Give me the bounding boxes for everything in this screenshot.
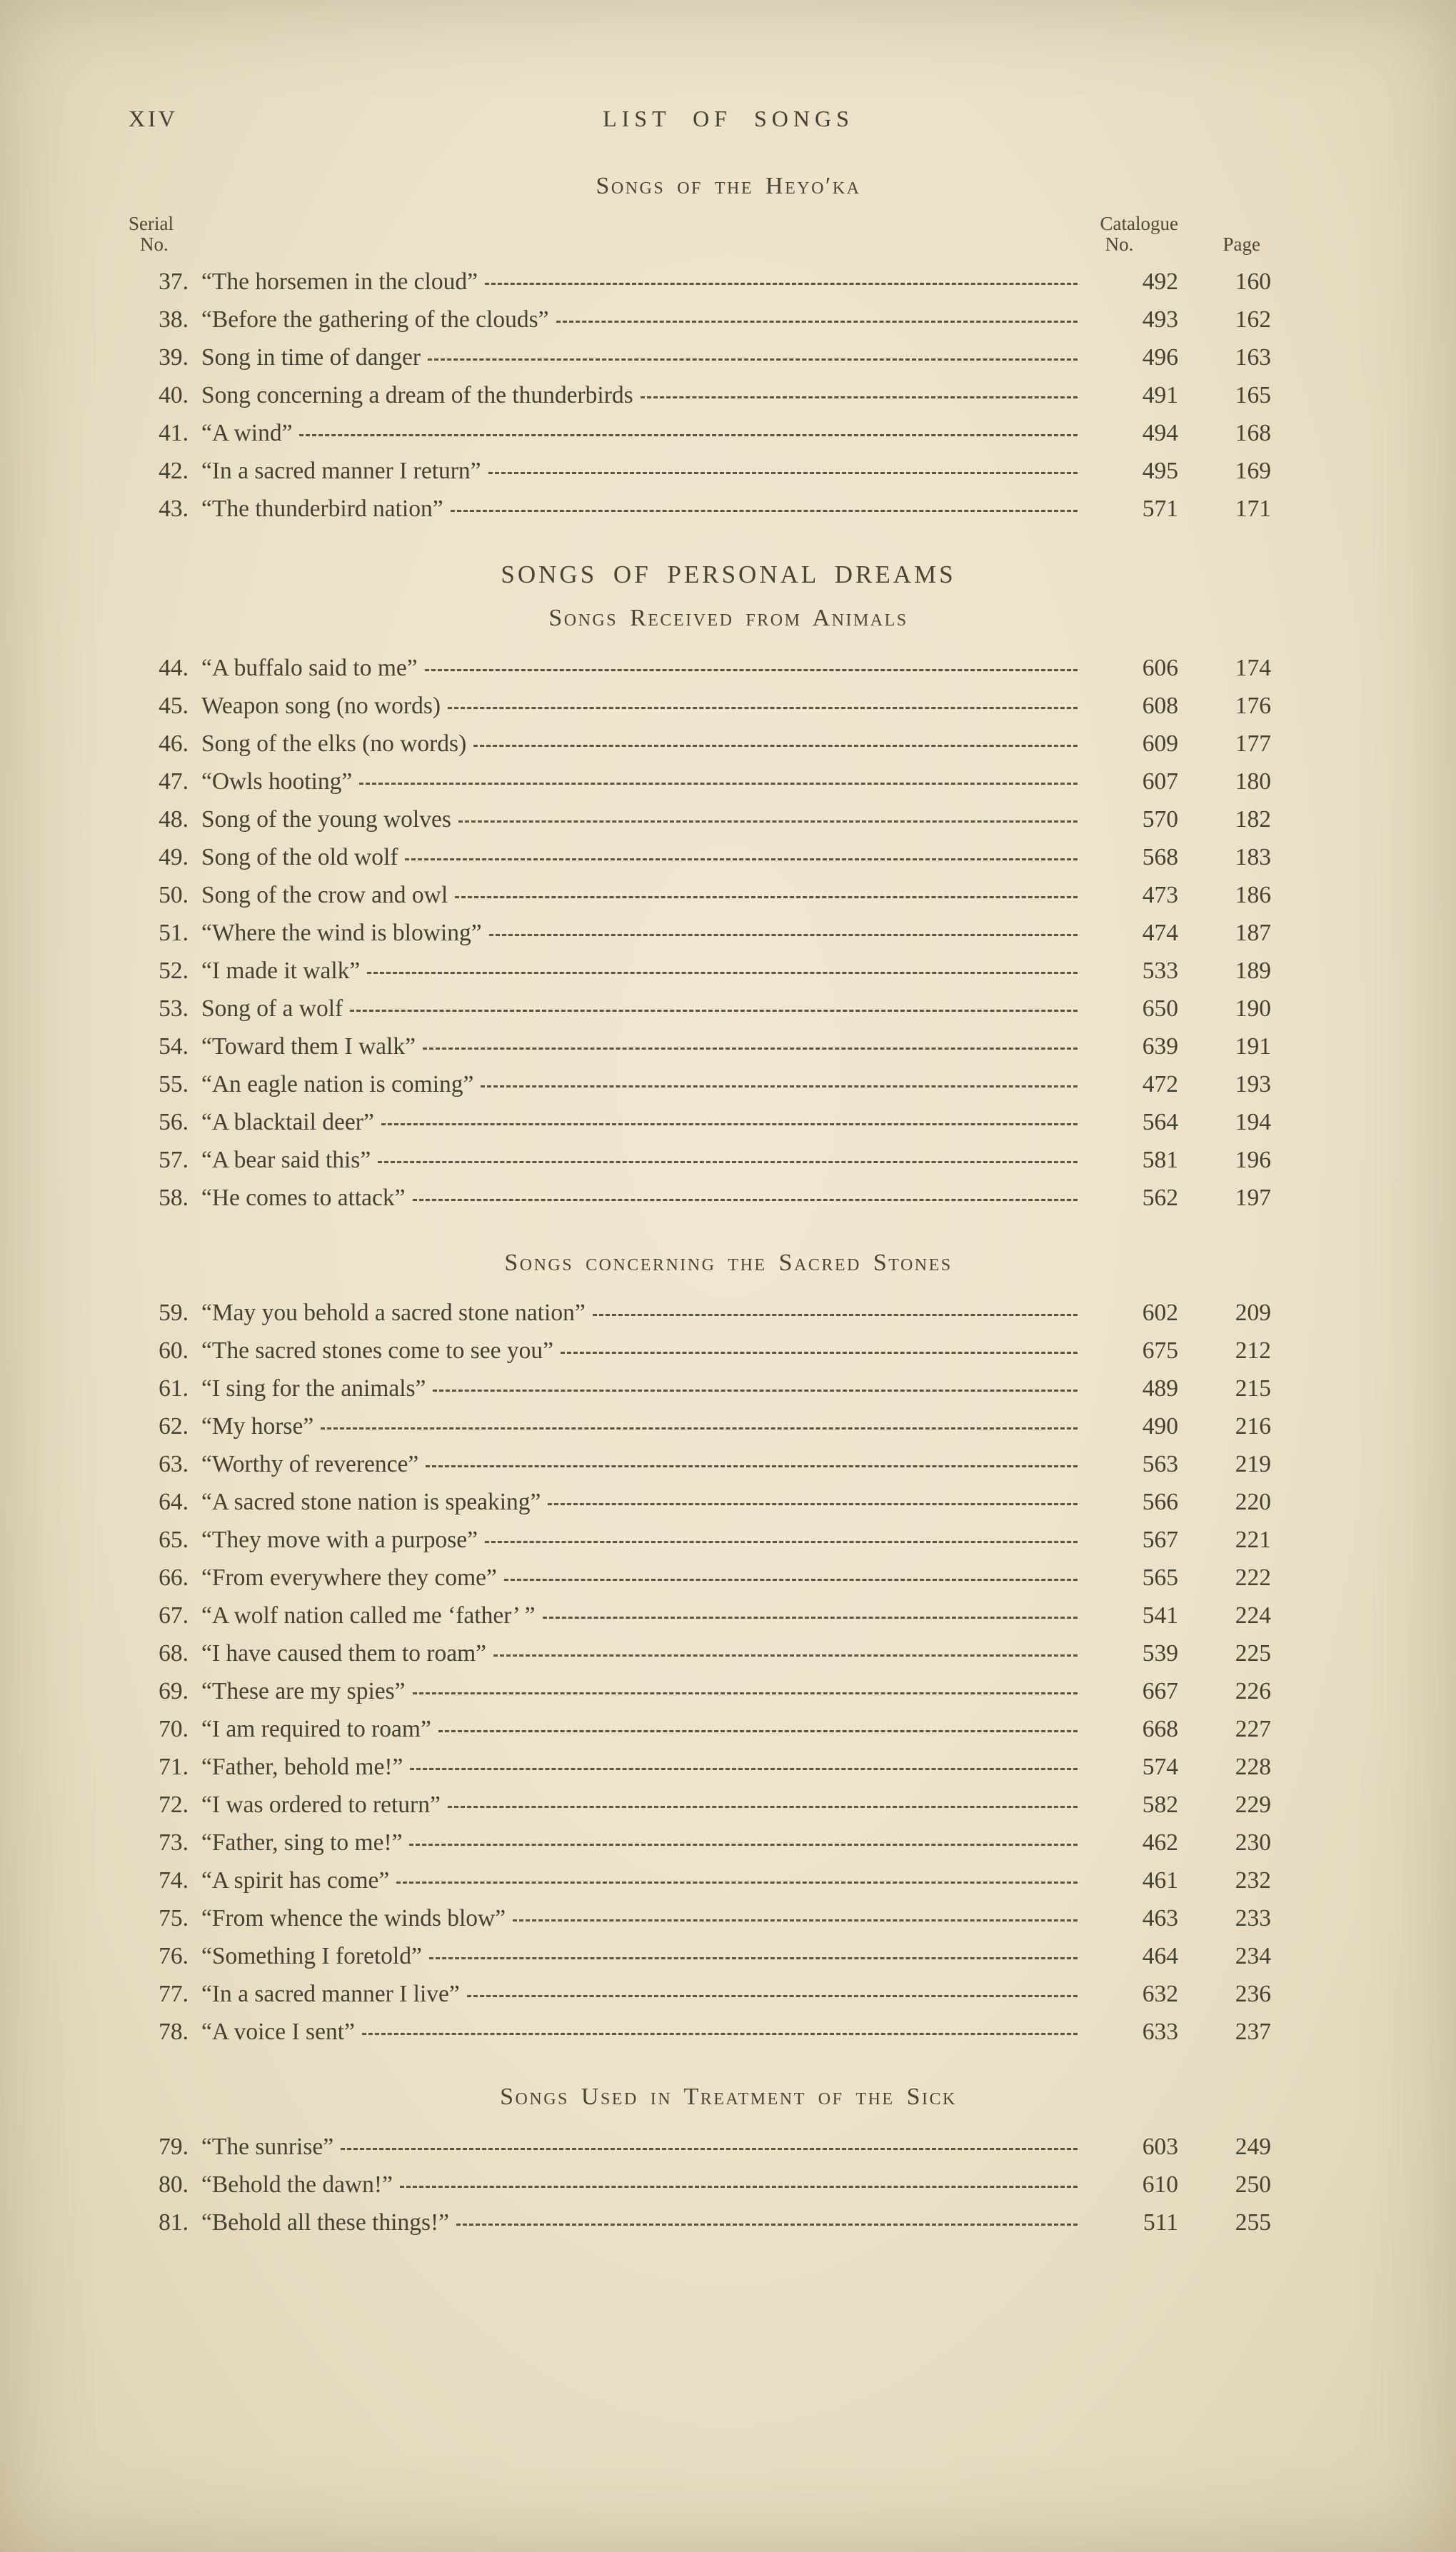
catalogue-number: 639 — [1142, 1033, 1178, 1060]
song-title: “Father, sing to me!” — [201, 1829, 403, 1856]
page-number: 234 — [1235, 1943, 1271, 1969]
serial-number: 45. — [159, 693, 189, 719]
folio-number: XIV — [129, 106, 178, 131]
song-title: “These are my spies” — [201, 1678, 406, 1704]
song-title: “I was ordered to return” — [201, 1792, 441, 1818]
catalogue-number: 602 — [1142, 1300, 1178, 1326]
song-title: “I sing for the animals” — [201, 1375, 426, 1402]
serial-number: 60. — [159, 1337, 189, 1364]
dot-leader — [425, 669, 1078, 671]
serial-number: 63. — [159, 1451, 189, 1477]
page-number: 176 — [1235, 693, 1271, 719]
serial-number: 59. — [159, 1300, 189, 1326]
page-content — [129, 106, 1328, 2241]
song-entry-row — [129, 876, 1328, 914]
serial-number: 39. — [159, 344, 189, 371]
song-section — [129, 263, 1328, 528]
serial-number: 38. — [159, 306, 189, 333]
song-entry-row — [129, 1672, 1328, 1710]
page-number: 221 — [1235, 1527, 1271, 1553]
page-number: 215 — [1235, 1375, 1271, 1402]
song-title: “I made it walk” — [201, 958, 361, 984]
catalogue-number: 567 — [1142, 1527, 1178, 1553]
dot-leader — [405, 858, 1078, 860]
dot-leader — [409, 1844, 1078, 1846]
catalogue-number: 581 — [1142, 1147, 1178, 1173]
song-title: “Something I foretold” — [201, 1943, 422, 1969]
catalogue-no-label: No. — [1105, 233, 1134, 255]
song-title: Song of the crow and owl — [201, 882, 448, 908]
dot-leader — [341, 2148, 1078, 2150]
song-section — [129, 561, 1328, 1217]
serial-number: 53. — [159, 995, 189, 1022]
catalogue-number: 494 — [1142, 420, 1178, 446]
song-entry-row — [129, 2128, 1328, 2166]
catalogue-number: 565 — [1142, 1564, 1178, 1591]
dot-leader — [423, 1048, 1078, 1050]
song-entry-row — [129, 452, 1328, 490]
serial-number: 76. — [159, 1943, 189, 1969]
song-title: “A spirit has come” — [201, 1867, 390, 1894]
dot-leader — [350, 1010, 1078, 1012]
song-title: “The sacred stones come to see you” — [201, 1337, 553, 1364]
page-number: 196 — [1235, 1147, 1271, 1173]
song-title: “A wolf nation called me ‘father’ ” — [201, 1602, 536, 1629]
dot-leader — [426, 1465, 1078, 1467]
song-title: “The horsemen in the cloud” — [201, 268, 478, 295]
song-entry-row — [129, 301, 1328, 338]
catalogue-number: 610 — [1142, 2171, 1178, 2198]
serial-number: 47. — [159, 768, 189, 795]
serial-number: 71. — [159, 1754, 189, 1780]
running-title: LIST OF SONGS — [603, 106, 854, 131]
dot-leader — [396, 1882, 1078, 1884]
song-entry-row — [129, 687, 1328, 725]
catalogue-number: 511 — [1143, 2209, 1178, 2236]
song-title: “The sunrise” — [201, 2134, 334, 2160]
catalogue-number: 495 — [1142, 458, 1178, 484]
dot-leader — [410, 1768, 1078, 1770]
song-entry-row — [129, 990, 1328, 1028]
catalogue-number: 562 — [1142, 1185, 1178, 1211]
page-number: 191 — [1235, 1033, 1271, 1060]
song-entry-row — [129, 376, 1328, 414]
section-heading: Songs Used in Treatment of the Sick — [500, 2084, 957, 2110]
song-entry-row — [129, 1103, 1328, 1141]
page-number: 180 — [1235, 768, 1271, 795]
song-section — [129, 1250, 1328, 2051]
page-number: 171 — [1235, 496, 1271, 522]
page-number: 250 — [1235, 2171, 1271, 2198]
serial-number: 66. — [159, 1564, 189, 1591]
page-label: Page — [1222, 233, 1260, 255]
song-entry-row — [129, 414, 1328, 452]
section-heading: SONGS OF PERSONAL DREAMS — [501, 561, 956, 588]
serial-number: 75. — [159, 1905, 189, 1931]
song-entry-row — [129, 1824, 1328, 1862]
catalogue-number: 607 — [1142, 768, 1178, 795]
song-title: Song concerning a dream of the thunderbirds — [201, 382, 633, 408]
song-entry-row — [129, 763, 1328, 800]
catalogue-number: 539 — [1142, 1640, 1178, 1667]
song-entry-row — [129, 2166, 1328, 2204]
song-title: Song in time of danger — [201, 344, 421, 371]
serial-number: 74. — [159, 1867, 189, 1894]
song-entry-row — [129, 2013, 1328, 2051]
catalogue-page-sublabels — [1071, 235, 1328, 256]
dot-leader — [367, 972, 1078, 974]
dot-leader — [456, 2224, 1078, 2226]
dot-leader — [448, 707, 1078, 709]
catalogue-number: 463 — [1142, 1905, 1178, 1931]
serial-number: 51. — [159, 920, 189, 946]
page-number: 177 — [1235, 730, 1271, 757]
song-entry-row — [129, 1559, 1328, 1597]
dot-leader — [641, 396, 1078, 398]
serial-number: 67. — [159, 1602, 189, 1629]
song-entry-row — [129, 1710, 1328, 1748]
dot-leader — [467, 1995, 1078, 1997]
song-entry-row — [129, 952, 1328, 990]
serial-number: 37. — [159, 268, 189, 295]
song-entry-row — [129, 1597, 1328, 1634]
catalogue-number: 490 — [1142, 1413, 1178, 1440]
dot-leader — [413, 1199, 1078, 1201]
dot-leader — [378, 1161, 1078, 1163]
page-number: 189 — [1235, 958, 1271, 984]
dot-leader — [473, 745, 1078, 747]
serial-number: 55. — [159, 1071, 189, 1097]
song-title: Song of the old wolf — [201, 844, 398, 870]
page-number: 236 — [1235, 1981, 1271, 2007]
dot-leader — [433, 1390, 1078, 1392]
serial-number: 58. — [159, 1185, 189, 1211]
page-number: 226 — [1235, 1678, 1271, 1704]
song-title: “A buffalo said to me” — [201, 655, 418, 681]
song-title: Song of the elks (no words) — [201, 730, 467, 757]
dot-leader — [321, 1427, 1078, 1430]
song-title: “Before the gathering of the clouds” — [201, 306, 549, 333]
song-title: “In a sacred manner I return” — [201, 458, 481, 484]
page-number: 222 — [1235, 1564, 1271, 1591]
page-number: 197 — [1235, 1185, 1271, 1211]
song-title: Song of the young wolves — [201, 806, 451, 833]
section-heading: Songs of the Heyo′ka — [596, 173, 861, 199]
catalogue-number: 606 — [1142, 655, 1178, 681]
page-header — [129, 106, 1328, 140]
dot-leader — [455, 896, 1078, 898]
serial-number: 72. — [159, 1792, 189, 1818]
page-number: 255 — [1235, 2209, 1271, 2236]
song-title: “An eagle nation is coming” — [201, 1071, 474, 1097]
catalogue-number: 461 — [1142, 1867, 1178, 1894]
dot-leader — [556, 321, 1078, 323]
dot-leader — [504, 1579, 1078, 1581]
serial-number: 65. — [159, 1527, 189, 1553]
dot-leader — [381, 1123, 1078, 1125]
song-entry-row — [129, 263, 1328, 301]
song-title: “The thunderbird nation” — [201, 496, 443, 522]
serial-number: 50. — [159, 882, 189, 908]
song-entry-row — [129, 490, 1328, 528]
page-number: 186 — [1235, 882, 1271, 908]
catalogue-number: 496 — [1142, 344, 1178, 371]
song-title: “Behold all these things!” — [201, 2209, 450, 2236]
song-entry-row — [129, 1407, 1328, 1445]
dot-leader — [458, 820, 1078, 823]
song-entry-row — [129, 1748, 1328, 1786]
serial-number: 70. — [159, 1716, 189, 1742]
page-number: 209 — [1235, 1300, 1271, 1326]
dot-leader — [359, 783, 1078, 785]
song-title: “Father, behold me!” — [201, 1754, 403, 1780]
dot-leader — [489, 934, 1078, 936]
page-number: 162 — [1235, 306, 1271, 333]
song-entry-row — [129, 1899, 1328, 1937]
dot-leader — [481, 1085, 1078, 1087]
dot-leader — [428, 358, 1078, 361]
page-number: 194 — [1235, 1109, 1271, 1135]
serial-number: 64. — [159, 1489, 189, 1515]
catalogue-number: 609 — [1142, 730, 1178, 757]
catalogue-number: 603 — [1142, 2134, 1178, 2160]
serial-number: 49. — [159, 844, 189, 870]
song-title: “Behold the dawn!” — [201, 2171, 393, 2198]
song-title: “Owls hooting” — [201, 768, 353, 795]
page-number: 169 — [1235, 458, 1271, 484]
dot-leader — [488, 472, 1078, 474]
page-number: 182 — [1235, 806, 1271, 833]
song-entry-row — [129, 649, 1328, 687]
page-number: 165 — [1235, 382, 1271, 408]
song-title: “A wind” — [201, 420, 293, 446]
catalogue-number: 472 — [1142, 1071, 1178, 1097]
serial-number: 73. — [159, 1829, 189, 1856]
dot-leader — [299, 434, 1078, 436]
dot-leader — [362, 2033, 1078, 2035]
dot-leader — [543, 1617, 1078, 1619]
dot-leader — [448, 1806, 1078, 1808]
catalogue-number: 491 — [1142, 382, 1178, 408]
song-entry-row — [129, 1294, 1328, 1332]
serial-column-header — [129, 213, 174, 256]
catalogue-number: 668 — [1142, 1716, 1178, 1742]
page-number: 212 — [1235, 1337, 1271, 1364]
serial-number: 77. — [159, 1981, 189, 2007]
catalogue-number: 492 — [1142, 268, 1178, 295]
song-entry-row — [129, 800, 1328, 838]
catalogue-number: 533 — [1142, 958, 1178, 984]
catalogue-number: 563 — [1142, 1451, 1178, 1477]
serial-number: 56. — [159, 1109, 189, 1135]
catalogue-number: 564 — [1142, 1109, 1178, 1135]
page-number: 183 — [1235, 844, 1271, 870]
page-number: 230 — [1235, 1829, 1271, 1856]
column-headers — [129, 213, 1328, 256]
catalogue-label-row — [1071, 213, 1328, 235]
catalogue-number: 566 — [1142, 1489, 1178, 1515]
page-number: 193 — [1235, 1071, 1271, 1097]
song-title: “They move with a purpose” — [201, 1527, 478, 1553]
serial-number: 61. — [159, 1375, 189, 1402]
song-entry-row — [129, 1786, 1328, 1824]
dot-leader — [548, 1503, 1078, 1505]
dot-leader — [451, 510, 1078, 512]
serial-number: 62. — [159, 1413, 189, 1440]
catalogue-number: 489 — [1142, 1375, 1178, 1402]
dot-leader — [561, 1352, 1078, 1354]
song-entry-row — [129, 1141, 1328, 1179]
song-entry-row — [129, 1332, 1328, 1370]
dot-leader — [485, 283, 1078, 285]
serial-number: 42. — [159, 458, 189, 484]
page-number: 233 — [1235, 1905, 1271, 1931]
song-entry-row — [129, 2204, 1328, 2241]
serial-number: 44. — [159, 655, 189, 681]
section-heading: Songs Received from Animals — [548, 605, 908, 631]
song-section — [129, 2084, 1328, 2241]
dot-leader — [429, 1957, 1078, 1959]
serial-number: 43. — [159, 496, 189, 522]
song-entry-row — [129, 1634, 1328, 1672]
page-number: 163 — [1235, 344, 1271, 371]
page-number: 224 — [1235, 1602, 1271, 1629]
dot-leader — [593, 1314, 1078, 1316]
song-title: Weapon song (no words) — [201, 693, 441, 719]
song-entry-row — [129, 725, 1328, 763]
page-number: 229 — [1235, 1792, 1271, 1818]
serial-number: 78. — [159, 2019, 189, 2045]
catalogue-number: 493 — [1142, 306, 1178, 333]
page-number: 160 — [1235, 268, 1271, 295]
catalogue-number: 675 — [1142, 1337, 1178, 1364]
song-title: “Toward them I walk” — [201, 1033, 416, 1060]
song-entry-row — [129, 1937, 1328, 1975]
catalogue-number: 462 — [1142, 1829, 1178, 1856]
song-title: “In a sacred manner I live” — [201, 1981, 460, 2007]
catalogue-number: 650 — [1142, 995, 1178, 1022]
serial-number: 68. — [159, 1640, 189, 1667]
catalogue-number: 474 — [1142, 920, 1178, 946]
dot-leader — [438, 1730, 1078, 1732]
song-entry-row — [129, 1483, 1328, 1521]
page-number: 219 — [1235, 1451, 1271, 1477]
serial-number: 57. — [159, 1147, 189, 1173]
song-title: “A bear said this” — [201, 1147, 371, 1173]
page-number: 225 — [1235, 1640, 1271, 1667]
dot-leader — [485, 1541, 1078, 1543]
song-title: “A blacktail deer” — [201, 1109, 374, 1135]
catalogue-number: 632 — [1142, 1981, 1178, 2007]
serial-no-label: No. — [140, 233, 169, 255]
serial-number: 79. — [159, 2134, 189, 2160]
serial-number: 46. — [159, 730, 189, 757]
song-title: “I have caused them to roam” — [201, 1640, 487, 1667]
song-entry-row — [129, 1065, 1328, 1103]
song-entry-row — [129, 1179, 1328, 1217]
serial-number: 80. — [159, 2171, 189, 2198]
section-heading: Songs concerning the Sacred Stones — [504, 1250, 953, 1276]
page-number: 174 — [1235, 655, 1271, 681]
catalogue-number: 667 — [1142, 1678, 1178, 1704]
catalogue-label: Catalogue — [1100, 213, 1178, 234]
serial-number: 41. — [159, 420, 189, 446]
song-entry-row — [129, 1862, 1328, 1899]
header-spacer — [1178, 213, 1328, 235]
catalogue-number: 608 — [1142, 693, 1178, 719]
page-number: 237 — [1235, 2019, 1271, 2045]
dot-leader — [413, 1692, 1078, 1694]
catalogue-number: 473 — [1142, 882, 1178, 908]
catalogue-number: 464 — [1142, 1943, 1178, 1969]
serial-number: 81. — [159, 2209, 189, 2236]
song-entry-row — [129, 1370, 1328, 1407]
song-title: “A voice I sent” — [201, 2019, 355, 2045]
serial-number: 69. — [159, 1678, 189, 1704]
page-number: 168 — [1235, 420, 1271, 446]
song-entry-row — [129, 838, 1328, 876]
song-entry-row — [129, 338, 1328, 376]
dot-leader — [400, 2186, 1078, 2188]
song-title: “May you behold a sacred stone nation” — [201, 1300, 586, 1326]
page-number: 228 — [1235, 1754, 1271, 1780]
page-number: 220 — [1235, 1489, 1271, 1515]
song-title: “Worthy of reverence” — [201, 1451, 419, 1477]
serial-label: Serial — [129, 213, 174, 234]
catalogue-page-header — [1071, 213, 1328, 256]
song-entry-row — [129, 914, 1328, 952]
catalogue-number: 541 — [1142, 1602, 1178, 1629]
dot-leader — [493, 1654, 1078, 1657]
serial-number: 52. — [159, 958, 189, 984]
catalogue-number: 574 — [1142, 1754, 1178, 1780]
song-title: Song of a wolf — [201, 995, 343, 1022]
song-title: “I am required to roam” — [201, 1716, 431, 1742]
song-title: “He comes to attack” — [201, 1185, 406, 1211]
page-number: 232 — [1235, 1867, 1271, 1894]
page-number: 227 — [1235, 1716, 1271, 1742]
song-title: “From whence the winds blow” — [201, 1905, 506, 1931]
catalogue-number: 633 — [1142, 2019, 1178, 2045]
song-title: “A sacred stone nation is speaking” — [201, 1489, 541, 1515]
page-number: 249 — [1235, 2134, 1271, 2160]
catalogue-number: 570 — [1142, 806, 1178, 833]
song-entry-row — [129, 1521, 1328, 1559]
page-number: 216 — [1235, 1413, 1271, 1440]
dot-leader — [513, 1919, 1078, 1921]
page-number: 187 — [1235, 920, 1271, 946]
song-title: “Where the wind is blowing” — [201, 920, 482, 946]
song-title: “My horse” — [201, 1413, 314, 1440]
page-number: 190 — [1235, 995, 1271, 1022]
song-entry-row — [129, 1028, 1328, 1065]
song-entry-row — [129, 1445, 1328, 1483]
song-title: “From everywhere they come” — [201, 1564, 497, 1591]
catalogue-number: 571 — [1142, 496, 1178, 522]
sections — [129, 263, 1328, 2241]
song-entry-row — [129, 1975, 1328, 2013]
catalogue-number: 582 — [1142, 1792, 1178, 1818]
serial-number: 40. — [159, 382, 189, 408]
catalogue-number: 568 — [1142, 844, 1178, 870]
serial-number: 54. — [159, 1033, 189, 1060]
serial-number: 48. — [159, 806, 189, 833]
